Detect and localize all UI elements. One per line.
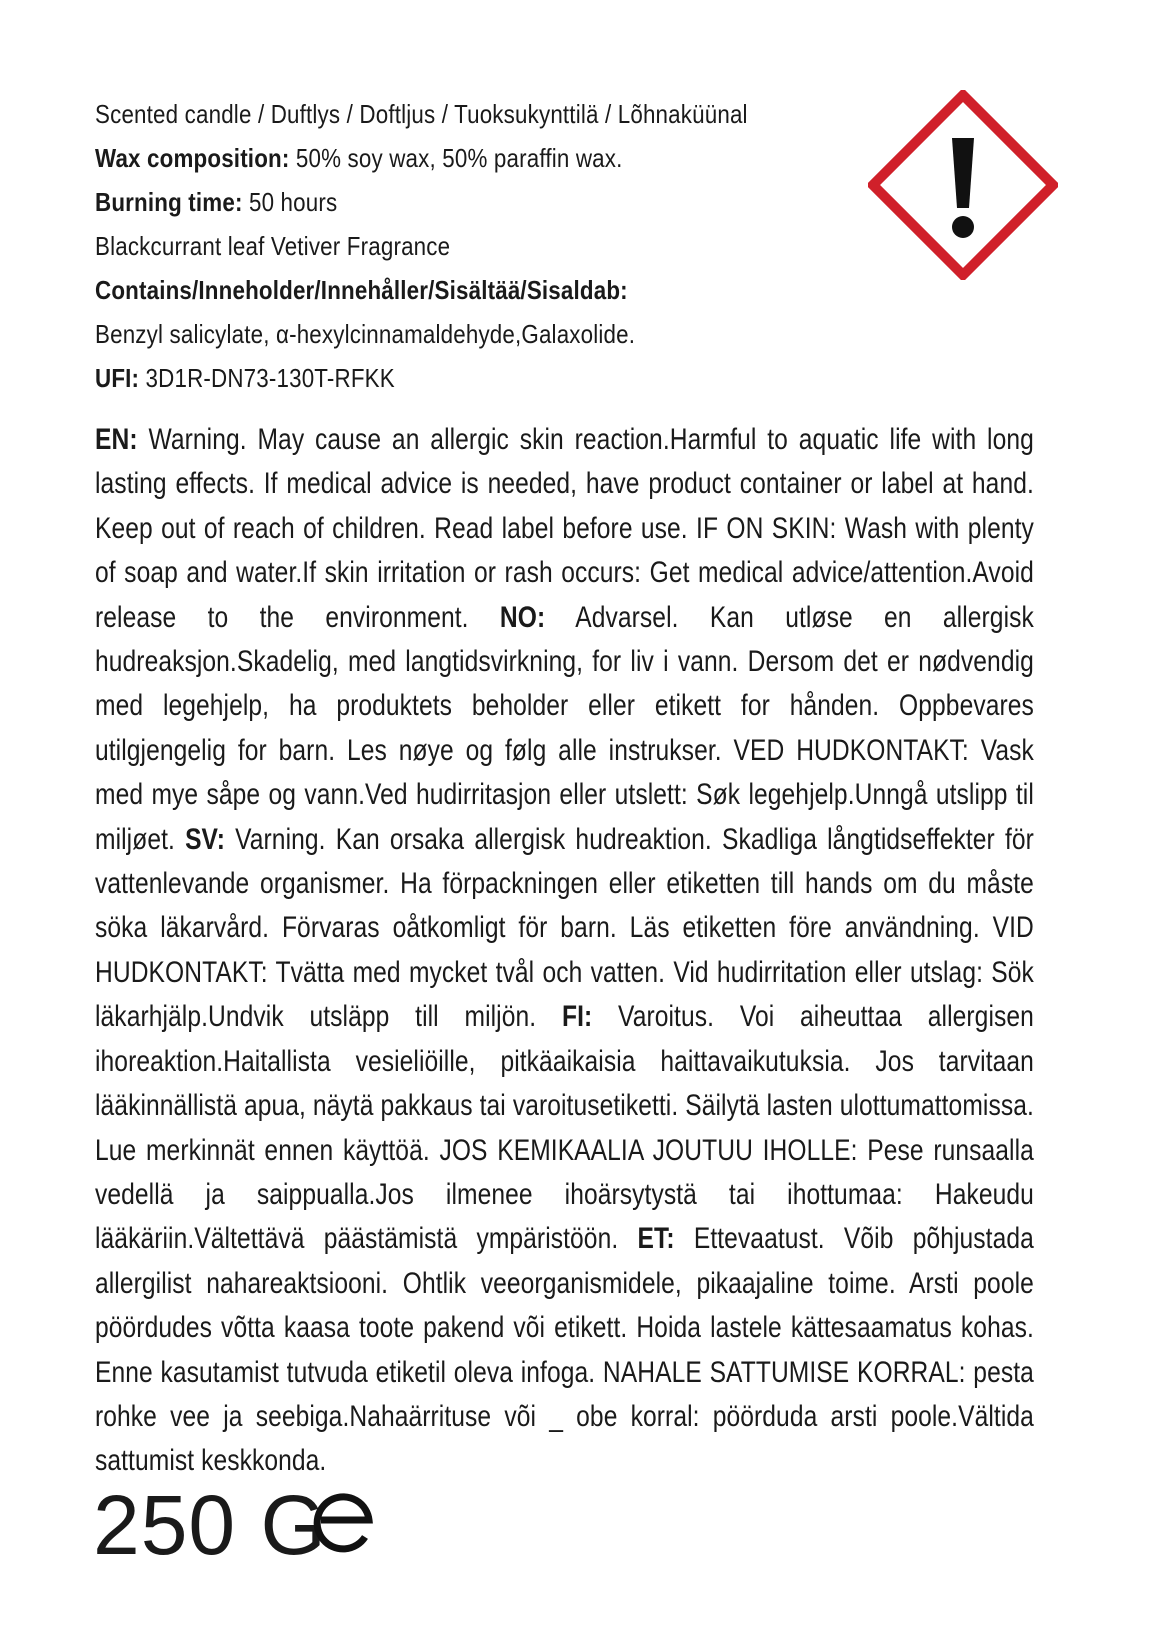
lang-en-label: EN: bbox=[95, 423, 138, 456]
estimated-sign-icon bbox=[313, 1490, 375, 1554]
fragrance-name: Blackcurrant leaf Vetiver Fragrance bbox=[95, 231, 451, 261]
burning-time bbox=[95, 180, 946, 224]
hazard-pictogram-icon bbox=[868, 90, 1058, 280]
burn-label: Burning time: bbox=[95, 187, 243, 217]
warning-fi: Varoitus. Voi aiheuttaa allergisen ihoreaktion.Haitallista vesieliöille, pitkäaikaisia haittavaikutuksia. Jos tarvitaan lääkinnällistä apua, näytä pakkaus tai varoitusetiketti. Säilytä lasten ulottumattomissa. Lue merkinnät ennen käyttöä. JOS KEMIKAALIA JOUTUU IHOLLE: Pese runsaalla vedellä ja saippualla.Jos ilmenee ihoärsytystä tai ihottumaa: Hakeudu lääkäriin.Vältettävä päästämistä ympäristöön. bbox=[95, 1000, 1034, 1256]
net-weight: 250 G bbox=[93, 1478, 327, 1572]
wax-value: 50% soy wax, 50% paraffin wax. bbox=[289, 143, 623, 173]
lang-no-label: NO: bbox=[499, 600, 546, 634]
wax-composition bbox=[95, 136, 946, 180]
lang-sv-label: SV: bbox=[185, 822, 225, 856]
lang-fi-label: FI: bbox=[561, 1000, 593, 1034]
ufi-label: UFI: bbox=[95, 363, 140, 393]
warning-et: Ettevaatust. Võib põhjustada allergilist nahareaktsiooni. Ohtlik veeorganismidele, pikaajaline toime. Arsti poole pöördudes võtta kaasa toote pakend või etikett. Hoida lastele kättesaamatus kohas. Enne kasutamist tutvuda etiketil oleva infoga. NAHALE SATTUMISE KORRAL: pesta rohke vee ja seebiga.Nahaärrituse või _ obe korral: pöörduda arsti poole.Vältida sattumist keskkonda. bbox=[95, 1222, 1034, 1478]
ufi-value: 3D1R-DN73-130T-RFKK bbox=[139, 363, 395, 393]
warning-no: Advarsel. Kan utløse en allergisk hudreaksjon.Skadelig, med langtidsvirkning, for liv i vann. Dersom det er nødvendig med legehjelp, ha produktets beholder eller etikett for hånden. Oppbevares utilgjengelig for barn. Les nøye og følg alle instrukser. VED HUDKONTAKT: Vask med mye såpe og vann.Ved hudirritasjon eller utslett: Søk legehjelp.Unngå utslipp til miljøet. bbox=[95, 600, 1034, 856]
ufi-code bbox=[95, 356, 946, 400]
warning-sv: Varning. Kan orsaka allergisk hudreaktion. Skadliga långtidseffekter för vattenlevande organismer. Ha förpackningen eller etiketten till hands om du måste söka läkarvård. Förvaras oåtkomligt för barn. Läs etiketten före användning. VID HUDKONTAKT: Tvätta med mycket tvål och vatten. Vid hudirritation eller utslag: Sök läkarhjälp.Undvik utsläpp till miljön. bbox=[95, 822, 1034, 1034]
warning-text-block bbox=[95, 418, 1034, 1484]
lang-et-label: ET: bbox=[637, 1222, 675, 1256]
ingredients: Benzyl salicylate, α-hexylcinnamaldehyde,Galaxolide. bbox=[95, 319, 636, 349]
warning-en: Warning. May cause an allergic skin reaction.Harmful to aquatic life with long lasting effects. If medical advice is needed, have product container or label at hand. Keep out of reach of children. Read label before use. IF ON SKIN: Wash with plenty of soap and water.If skin irritation or rash occurs: Get medical advice/attention.Avoid release to the environment. bbox=[95, 423, 1034, 634]
burn-value: 50 hours bbox=[242, 187, 338, 217]
product-line: Scented candle / Duftlys / Doftljus / Tuoksukynttilä / Lõhnaküünal bbox=[95, 99, 748, 129]
contains-heading: Contains/Inneholder/Innehåller/Sisältää/Sisaldab: bbox=[95, 275, 628, 305]
wax-label: Wax composition: bbox=[95, 143, 290, 173]
